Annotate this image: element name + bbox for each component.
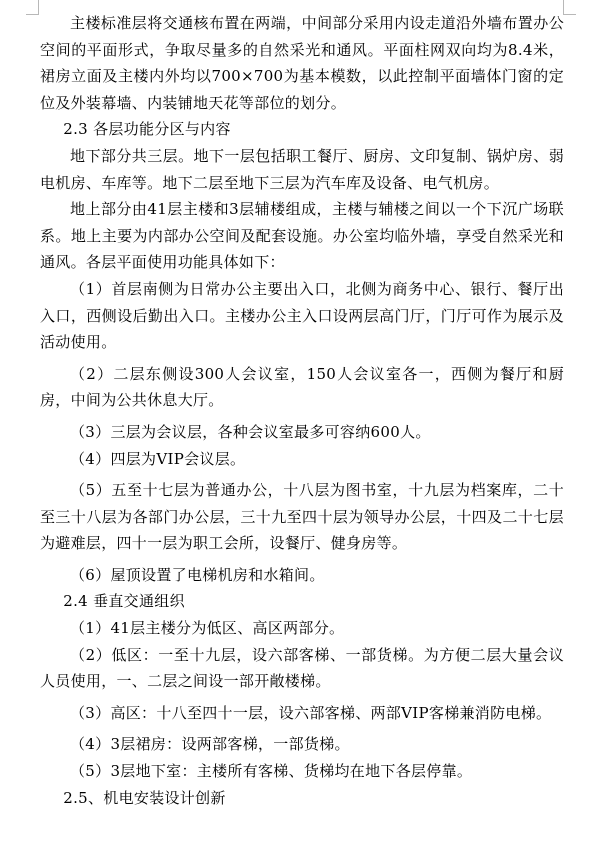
- page-margin-corner-left: [26, 0, 39, 15]
- heading-2-3-functional-zoning: 2.3 各层功能分区与内容: [63, 120, 231, 139]
- paragraph-above-ground: 地上部分由41层主楼和3层辅楼组成，主楼与辅楼之间以一个下沉广场联系。地上主要为内部办公空间及配套设施。办公室均临外墙，享受自然采光和通风。各层平面使用功能具体如下：: [40, 200, 564, 272]
- list-item-2-second-floor: （2）二层东侧设300人会议室，150人会议室各一，西侧为餐厅和厨房，中间为公共休息大厅。: [40, 364, 564, 410]
- list-item-5-office-floors: （5）五至十七层为普通办公，十八层为图书室，十九层为档案库，二十至三十八层为各部门办公层，三十九至四十层为领导办公层，十四及二十七层为避难层，四十一层为职工会所，设餐厅、健身房等。: [40, 481, 564, 553]
- heading-2-4-vertical-circulation: 2.4 垂直交通组织: [63, 592, 185, 611]
- list-item-6-roof: （6）屋顶设置了电梯机房和水箱间。: [70, 565, 325, 584]
- list-item-3-third-floor: （3）三层为会议层，各种会议室最多可容纳600人。: [70, 422, 431, 441]
- list-item-1-ground-floor: （1）首层南侧为日常办公主要出入口，北侧为商务中心、银行、餐厅出入口，西侧设后勤出入口。主楼办公主入口设两层高门厅，门厅可作为展示及活动使用。: [40, 279, 564, 352]
- paragraph-main-tower-layout: 主楼标准层将交通核布置在两端，中间部分采用内设走道沿外墙布置办公空间的平面形式，争取尽量多的自然采光和通风。平面柱网双向均为8.4米，裙房立面及主楼内外均以700×700为基本模数，以此控制平面墙体门窗的定位及外装幕墙、内装铺地天花等部位的划分。: [40, 14, 564, 112]
- paragraph-basement: 地下部分共三层。地下一层包括职工餐厅、厨房、文印复制、锅炉房、弱电机房、车库等。地下二层至地下三层为汽车库及设备、电气机房。: [40, 146, 564, 192]
- list-item-4-podium: （4）3层裙房：设两部客梯，一部货梯。: [70, 735, 350, 754]
- list-item-1-zones: （1）41层主楼分为低区、高区两部分。: [70, 619, 345, 638]
- list-item-4-fourth-floor: （4）四层为VIP会议层。: [70, 449, 246, 468]
- heading-2-5-mep-innovation: 2.5、机电安装设计创新: [63, 788, 226, 807]
- list-item-3-high-zone: （3）高区：十八至四十一层，设六部客梯、两部VIP客梯兼消防电梯。: [70, 703, 552, 722]
- document-page: [40, 10, 564, 811]
- list-item-2-low-zone: （2）低区：一至十九层，设六部客梯、一部货梯。为方便二层大量会议人员使用，一、二层之间设一部开敞楼梯。: [40, 645, 564, 691]
- page-margin-corner-right: [563, 0, 576, 15]
- list-item-5-basement-elevators: （5）3层地下室：主楼所有客梯、货梯均在地下各层停靠。: [70, 762, 473, 781]
